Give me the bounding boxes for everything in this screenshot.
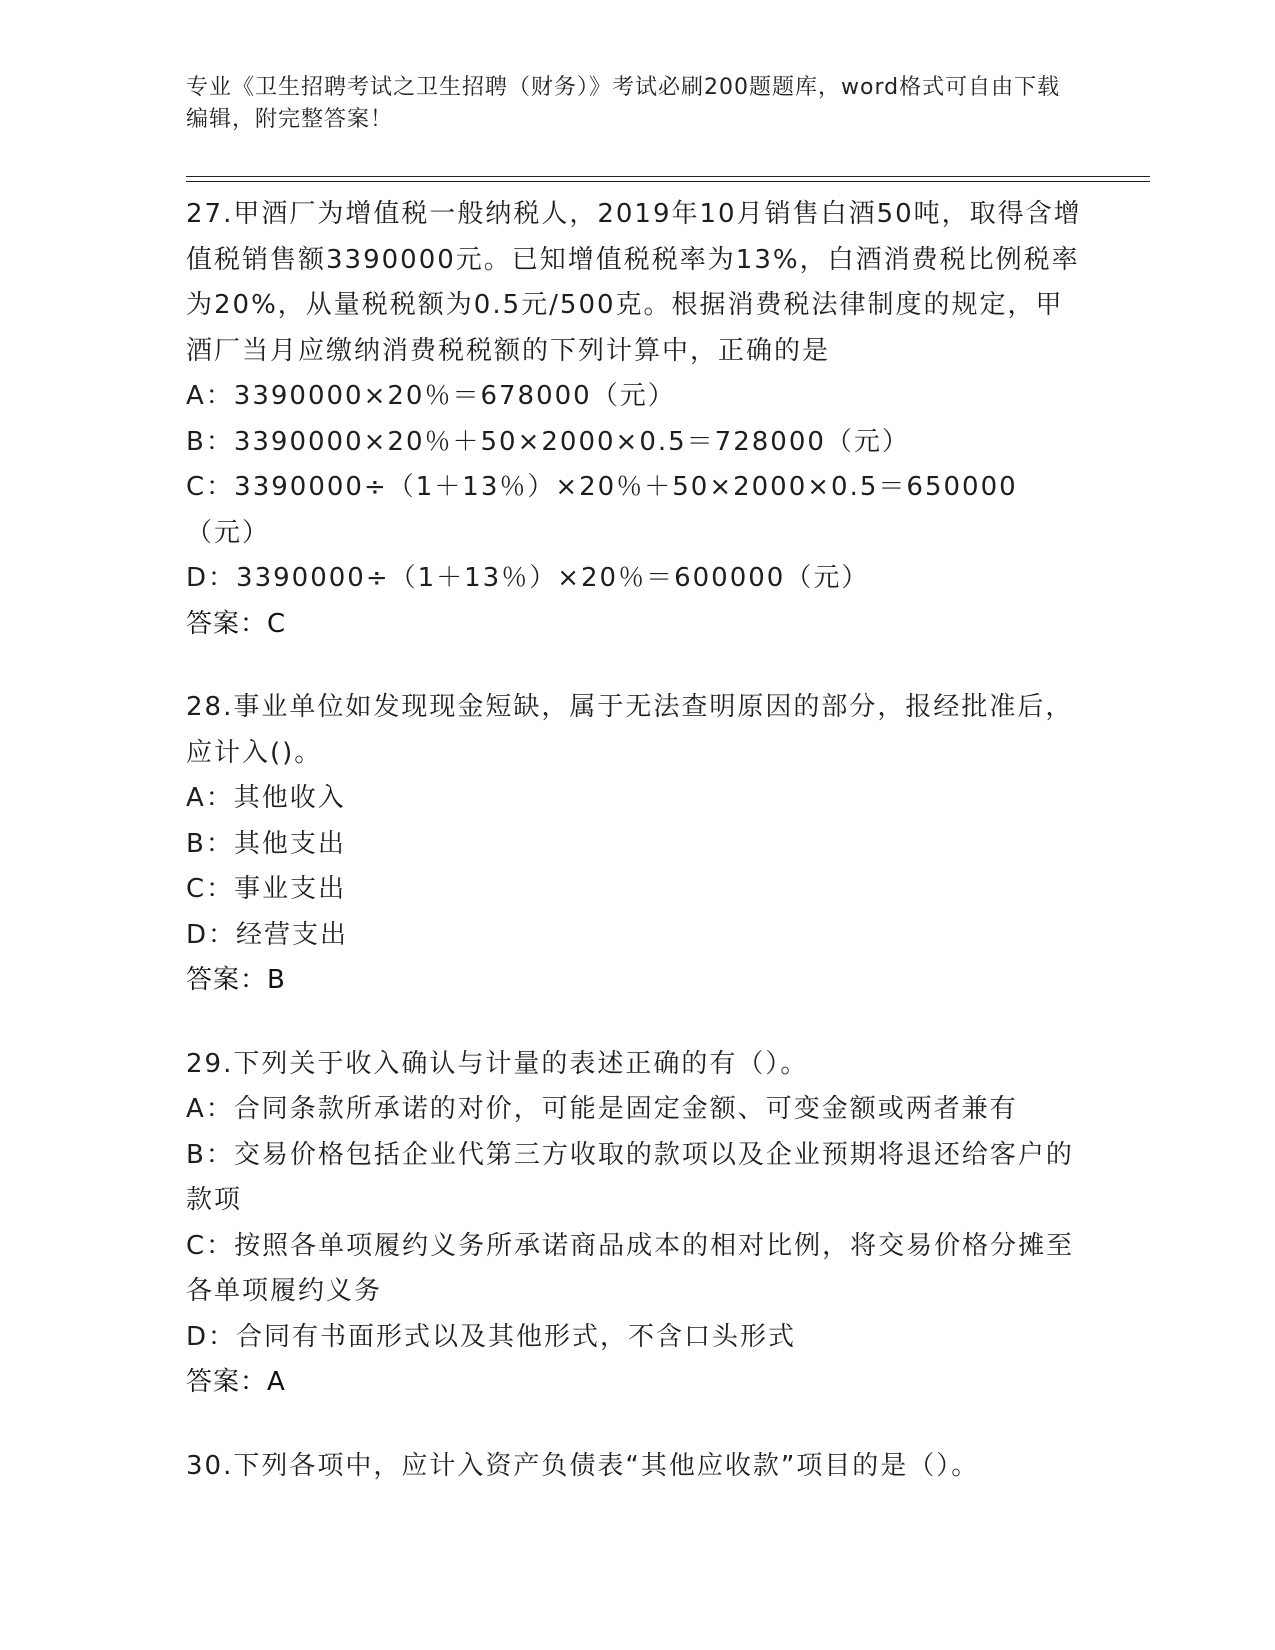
question-28 [186,685,1086,1004]
question-stem: 27.甲酒厂为增值税一般纳税人，2019年10月销售白酒50吨，取得含增值税销售额3390000元。已知增值税税率为13%，白酒消费税比例税率为20%，从量税税额为0.5元/500克。根据消费税法律制度的规定，甲酒厂当月应缴纳消费税税额的下列计算中，正确的是 [186,199,1082,366]
question-30 [186,1444,1086,1490]
option-d: D：合同有书面形式以及其他形式，不含口头形式 [186,1321,797,1352]
option-a: A：合同条款所承诺的对价，可能是固定金额、可变金额或两者兼有 [186,1094,1018,1124]
option-d: D：3390000÷（1＋13％）×20％＝600000（元） [186,563,870,593]
question-stem: 29.下列关于收入确认与计量的表述正确的有（）。 [186,1048,809,1079]
option-a: A：3390000×20％＝678000（元） [186,381,676,411]
option-a: A：其他收入 [186,783,346,813]
question-27 [186,192,1086,647]
option-c: C：3390000÷（1＋13％）×20％＋50×2000×0.5＝650000（元） [186,472,1018,548]
page-header: 专业《卫生招聘考试之卫生招聘（财务）》考试必刷200题题库，word格式可自由下载编辑，附完整答案！ [186,75,1061,132]
answer-line: 答案：A [186,1367,286,1397]
option-b: B：其他支出 [186,828,346,859]
answer-line: 答案：B [186,965,286,995]
question-list [186,192,1086,1527]
answer-line: 答案：C [186,608,287,639]
header-rule-bottom [186,181,1150,182]
question-stem: 30.下列各项中，应计入资产负债表“其他应收款”项目的是（）。 [186,1450,980,1481]
option-b: B：交易价格包括企业代第三方收取的款项以及企业预期将退还给客户的款项 [186,1139,1074,1215]
question-stem: 28.事业单位如发现现金短缺，属于无法查明原因的部分，报经批准后，应计入()。 [186,692,1074,768]
question-29 [186,1042,1086,1406]
option-b: B：3390000×20％＋50×2000×0.5＝728000（元） [186,426,910,457]
option-c: C：按照各单项履约义务所承诺商品成本的相对比例，将交易价格分摊至各单项履约义务 [186,1230,1075,1306]
option-d: D：经营支出 [186,919,349,950]
header-rule-top [186,176,1150,177]
option-c: C：事业支出 [186,874,347,904]
